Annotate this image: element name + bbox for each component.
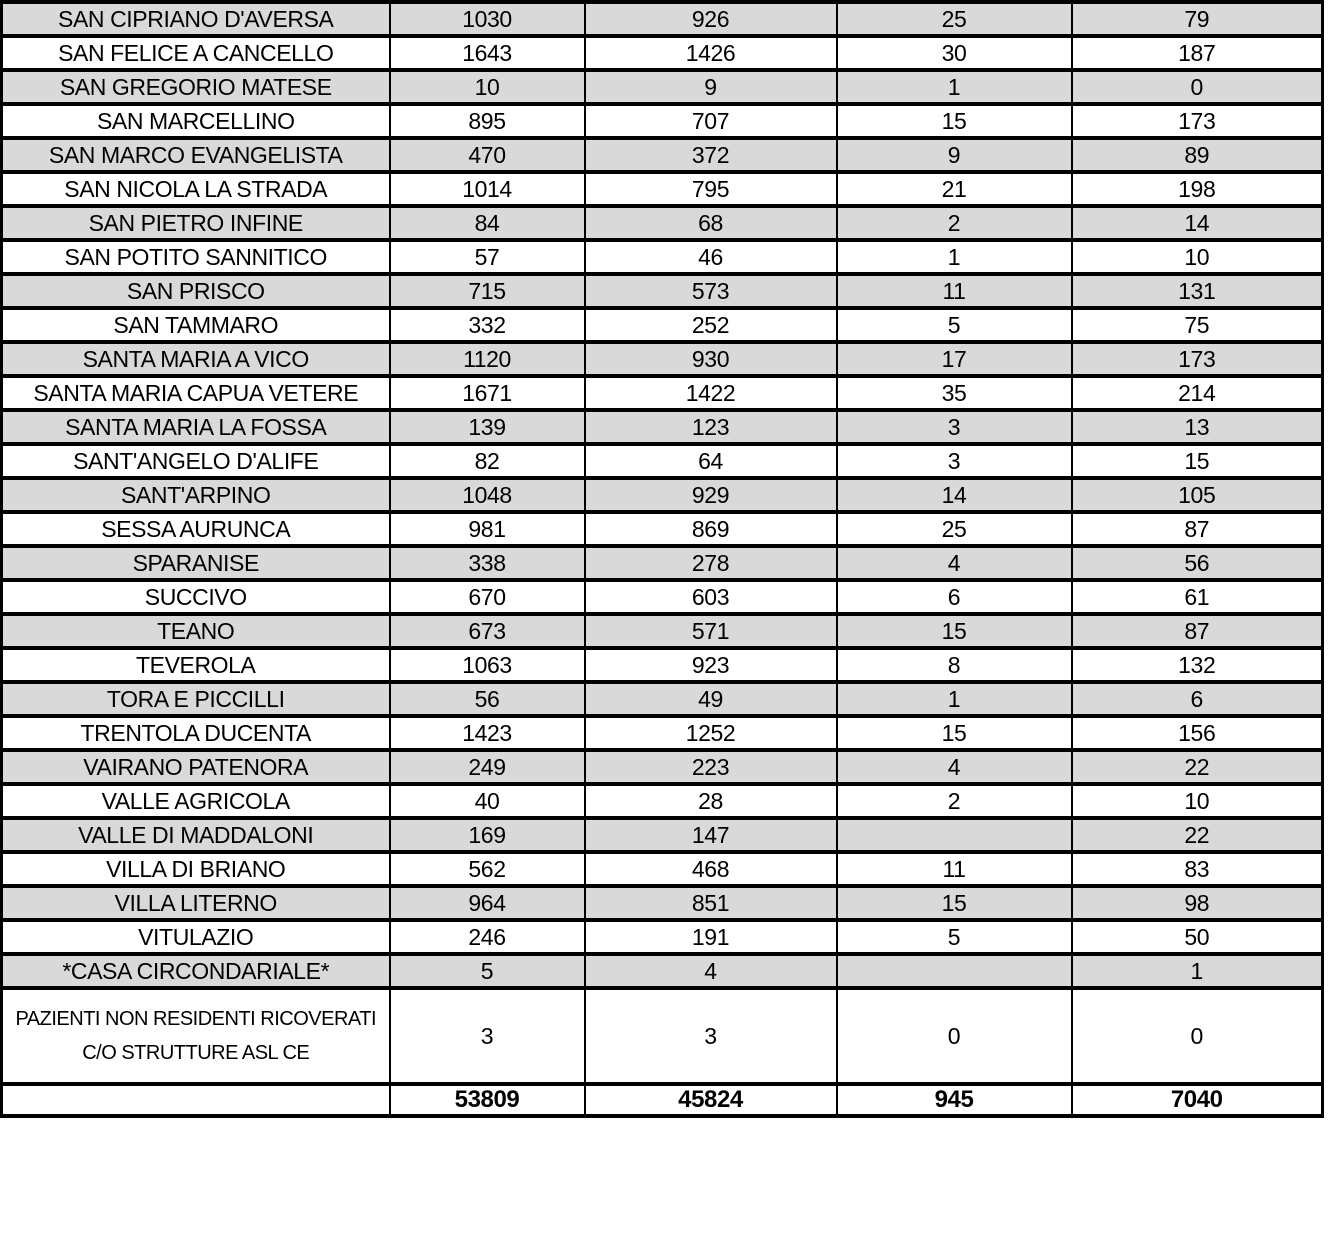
value-cell: 795 [585, 172, 837, 206]
value-cell: 573 [585, 274, 837, 308]
table-row [2, 920, 1323, 954]
value-cell: 981 [390, 512, 585, 546]
table-row [2, 138, 1323, 172]
table-row [2, 342, 1323, 376]
total-value-cell: 45824 [585, 1084, 837, 1116]
value-cell: 49 [585, 682, 837, 716]
value-cell: 15 [837, 104, 1072, 138]
table-row [2, 886, 1323, 920]
value-cell: 98 [1072, 886, 1323, 920]
municipality-cell: SANT'ARPINO [2, 478, 390, 512]
municipality-cell: SAN PRISCO [2, 274, 390, 308]
value-cell: 851 [585, 886, 837, 920]
municipality-cell: SAN CIPRIANO D'AVERSA [2, 2, 390, 36]
totals-row [2, 1084, 1323, 1116]
value-cell: 10 [1072, 240, 1323, 274]
municipality-cell: *CASA CIRCONDARIALE* [2, 954, 390, 988]
table-row [2, 784, 1323, 818]
value-cell: 11 [837, 852, 1072, 886]
value-cell: 4 [837, 546, 1072, 580]
value-cell: 715 [390, 274, 585, 308]
value-cell: 15 [1072, 444, 1323, 478]
value-cell: 3 [837, 410, 1072, 444]
municipality-cell: SPARANISE [2, 546, 390, 580]
value-cell: 8 [837, 648, 1072, 682]
value-cell: 0 [837, 988, 1072, 1084]
municipality-cell: SESSA AURUNCA [2, 512, 390, 546]
value-cell: 964 [390, 886, 585, 920]
value-cell: 10 [390, 70, 585, 104]
municipality-cell: VITULAZIO [2, 920, 390, 954]
value-cell: 13 [1072, 410, 1323, 444]
municipality-cell: SUCCIVO [2, 580, 390, 614]
value-cell: 1426 [585, 36, 837, 70]
value-cell: 132 [1072, 648, 1323, 682]
municipality-cell: VALLE DI MADDALONI [2, 818, 390, 852]
value-cell: 246 [390, 920, 585, 954]
value-cell: 2 [837, 784, 1072, 818]
value-cell: 17 [837, 342, 1072, 376]
value-cell: 372 [585, 138, 837, 172]
value-cell: 57 [390, 240, 585, 274]
municipality-cell: SANTA MARIA LA FOSSA [2, 410, 390, 444]
value-cell: 14 [837, 478, 1072, 512]
value-cell: 278 [585, 546, 837, 580]
table-row [2, 648, 1323, 682]
value-cell [837, 954, 1072, 988]
municipality-cell: VILLA DI BRIANO [2, 852, 390, 886]
table-row [2, 240, 1323, 274]
municipality-cell: TORA E PICCILLI [2, 682, 390, 716]
value-cell: 64 [585, 444, 837, 478]
value-cell: 25 [837, 2, 1072, 36]
totals-empty-cell [2, 1084, 390, 1116]
value-cell: 75 [1072, 308, 1323, 342]
value-cell: 87 [1072, 614, 1323, 648]
value-cell: 173 [1072, 104, 1323, 138]
value-cell: 9 [585, 70, 837, 104]
value-cell: 35 [837, 376, 1072, 410]
value-cell: 5 [390, 954, 585, 988]
table-row [2, 104, 1323, 138]
table-row [2, 172, 1323, 206]
value-cell: 84 [390, 206, 585, 240]
municipality-cell: SAN NICOLA LA STRADA [2, 172, 390, 206]
municipality-cell: TEANO [2, 614, 390, 648]
municipality-cell: SANTA MARIA CAPUA VETERE [2, 376, 390, 410]
value-cell: 21 [837, 172, 1072, 206]
municipality-cell: SAN MARCO EVANGELISTA [2, 138, 390, 172]
value-cell: 252 [585, 308, 837, 342]
value-cell: 571 [585, 614, 837, 648]
value-cell: 929 [585, 478, 837, 512]
value-cell: 87 [1072, 512, 1323, 546]
table-row [2, 206, 1323, 240]
value-cell: 470 [390, 138, 585, 172]
table-row [2, 614, 1323, 648]
table-row [2, 716, 1323, 750]
table-row [2, 954, 1323, 988]
municipality-cell: SAN FELICE A CANCELLO [2, 36, 390, 70]
value-cell: 332 [390, 308, 585, 342]
value-cell: 1120 [390, 342, 585, 376]
value-cell: 1014 [390, 172, 585, 206]
table-row [2, 2, 1323, 36]
value-cell: 3 [390, 988, 585, 1084]
table-row [2, 376, 1323, 410]
value-cell: 1 [837, 682, 1072, 716]
value-cell: 156 [1072, 716, 1323, 750]
table-row [2, 580, 1323, 614]
value-cell: 187 [1072, 36, 1323, 70]
value-cell: 926 [585, 2, 837, 36]
table-row [2, 546, 1323, 580]
value-cell [837, 818, 1072, 852]
value-cell: 82 [390, 444, 585, 478]
municipality-cell: PAZIENTI NON RESIDENTI RICOVERATI C/O STRUTTURE ASL CE [2, 988, 390, 1084]
table-row [2, 818, 1323, 852]
value-cell: 56 [390, 682, 585, 716]
value-cell: 61 [1072, 580, 1323, 614]
value-cell: 1422 [585, 376, 837, 410]
value-cell: 14 [1072, 206, 1323, 240]
table-row [2, 852, 1323, 886]
municipality-cell: SAN GREGORIO MATESE [2, 70, 390, 104]
municipality-cell: VALLE AGRICOLA [2, 784, 390, 818]
value-cell: 707 [585, 104, 837, 138]
value-cell: 9 [837, 138, 1072, 172]
value-cell: 4 [837, 750, 1072, 784]
value-cell: 173 [1072, 342, 1323, 376]
municipality-cell: SANTA MARIA A VICO [2, 342, 390, 376]
municipality-cell: SAN PIETRO INFINE [2, 206, 390, 240]
value-cell: 28 [585, 784, 837, 818]
value-cell: 147 [585, 818, 837, 852]
value-cell: 15 [837, 716, 1072, 750]
value-cell: 1423 [390, 716, 585, 750]
value-cell: 5 [837, 920, 1072, 954]
table-row [2, 750, 1323, 784]
value-cell: 249 [390, 750, 585, 784]
table-row [2, 308, 1323, 342]
value-cell: 22 [1072, 818, 1323, 852]
value-cell: 169 [390, 818, 585, 852]
value-cell: 923 [585, 648, 837, 682]
value-cell: 131 [1072, 274, 1323, 308]
value-cell: 10 [1072, 784, 1323, 818]
value-cell: 198 [1072, 172, 1323, 206]
value-cell: 1 [837, 240, 1072, 274]
value-cell: 895 [390, 104, 585, 138]
value-cell: 670 [390, 580, 585, 614]
value-cell: 56 [1072, 546, 1323, 580]
municipality-cell: SAN POTITO SANNITICO [2, 240, 390, 274]
value-cell: 1671 [390, 376, 585, 410]
value-cell: 1030 [390, 2, 585, 36]
value-cell: 139 [390, 410, 585, 444]
value-cell: 50 [1072, 920, 1323, 954]
value-cell: 25 [837, 512, 1072, 546]
value-cell: 214 [1072, 376, 1323, 410]
table-row [2, 36, 1323, 70]
value-cell: 15 [837, 886, 1072, 920]
value-cell: 5 [837, 308, 1072, 342]
total-value-cell: 945 [837, 1084, 1072, 1116]
value-cell: 123 [585, 410, 837, 444]
municipality-cell: TEVEROLA [2, 648, 390, 682]
table-body [2, 2, 1323, 1116]
value-cell: 223 [585, 750, 837, 784]
value-cell: 4 [585, 954, 837, 988]
value-cell: 2 [837, 206, 1072, 240]
municipality-cell: SAN TAMMARO [2, 308, 390, 342]
value-cell: 0 [1072, 70, 1323, 104]
value-cell: 6 [1072, 682, 1323, 716]
municipality-cell: SAN MARCELLINO [2, 104, 390, 138]
value-cell: 673 [390, 614, 585, 648]
value-cell: 1643 [390, 36, 585, 70]
value-cell: 15 [837, 614, 1072, 648]
value-cell: 1063 [390, 648, 585, 682]
value-cell: 603 [585, 580, 837, 614]
municipality-cell: VILLA LITERNO [2, 886, 390, 920]
value-cell: 1 [837, 70, 1072, 104]
value-cell: 83 [1072, 852, 1323, 886]
value-cell: 11 [837, 274, 1072, 308]
table-row [2, 478, 1323, 512]
value-cell: 930 [585, 342, 837, 376]
table-row [2, 444, 1323, 478]
value-cell: 79 [1072, 2, 1323, 36]
value-cell: 1252 [585, 716, 837, 750]
municipality-cell: VAIRANO PATENORA [2, 750, 390, 784]
table-row [2, 410, 1323, 444]
value-cell: 89 [1072, 138, 1323, 172]
value-cell: 6 [837, 580, 1072, 614]
value-cell: 338 [390, 546, 585, 580]
table-row [2, 274, 1323, 308]
value-cell: 46 [585, 240, 837, 274]
table-row [2, 512, 1323, 546]
value-cell: 68 [585, 206, 837, 240]
value-cell: 30 [837, 36, 1072, 70]
value-cell: 191 [585, 920, 837, 954]
value-cell: 3 [585, 988, 837, 1084]
value-cell: 105 [1072, 478, 1323, 512]
value-cell: 869 [585, 512, 837, 546]
total-value-cell: 7040 [1072, 1084, 1323, 1116]
value-cell: 0 [1072, 988, 1323, 1084]
table-row [2, 70, 1323, 104]
value-cell: 1 [1072, 954, 1323, 988]
value-cell: 1048 [390, 478, 585, 512]
total-value-cell: 53809 [390, 1084, 585, 1116]
value-cell: 3 [837, 444, 1072, 478]
non-resident-patients-row [2, 988, 1323, 1084]
value-cell: 468 [585, 852, 837, 886]
table-row [2, 682, 1323, 716]
municipality-cell: TRENTOLA DUCENTA [2, 716, 390, 750]
municipality-cell: SANT'ANGELO D'ALIFE [2, 444, 390, 478]
value-cell: 562 [390, 852, 585, 886]
value-cell: 22 [1072, 750, 1323, 784]
value-cell: 40 [390, 784, 585, 818]
